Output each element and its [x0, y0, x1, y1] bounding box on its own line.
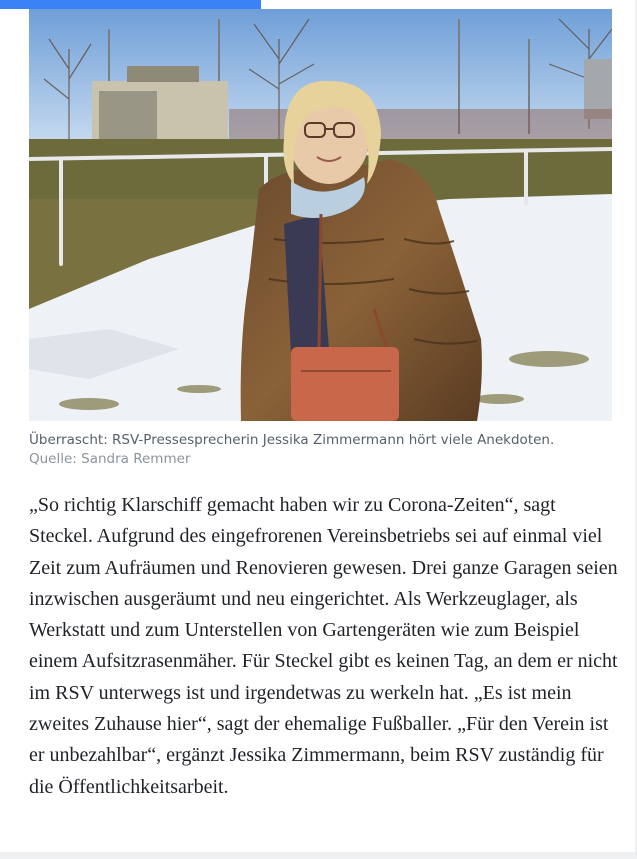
article-photo[interactable] — [29, 9, 612, 421]
caption-source: Quelle: Sandra Remmer — [29, 451, 191, 467]
reading-progress-bar — [0, 0, 637, 9]
photo-caption — [29, 431, 619, 469]
bottom-divider — [0, 852, 637, 859]
photo-illustration — [29, 9, 612, 421]
article-paragraph: „So richtig Klarschiff gemacht haben wir zu Corona-Zeiten“, sagt Steckel. Aufgrund des eingefrorenen Vereinsbetriebs sei auf einmal viel Zeit zum Aufräumen und Renovieren gewesen. Drei ganze Garagen seien inzwischen ausgeräumt und neu eingerichtet. Als Werkzeuglager, als Werkstatt und zum Unterstellen von Gartengeräten wie zum Beispiel einem Aufsitzrasenmäher. Für Steckel gibt es keinen Tag, an dem er nicht im RSV unterwegs ist und irgendetwas zu werkeln hat. „Es ist mein zweites Zuhause hier“, sagt der ehemalige Fußballer. „Für den Verein ist er unbezahlbar“, ergänzt Jessika Zimmermann, beim RSV zuständig für die Öffentlichkeitsarbeit. — [29, 494, 618, 798]
reading-progress-fill — [0, 0, 261, 9]
caption-text: Überrascht: RSV-Pressesprecherin Jessika Zimmermann hört viele Anekdoten. — [29, 432, 555, 448]
